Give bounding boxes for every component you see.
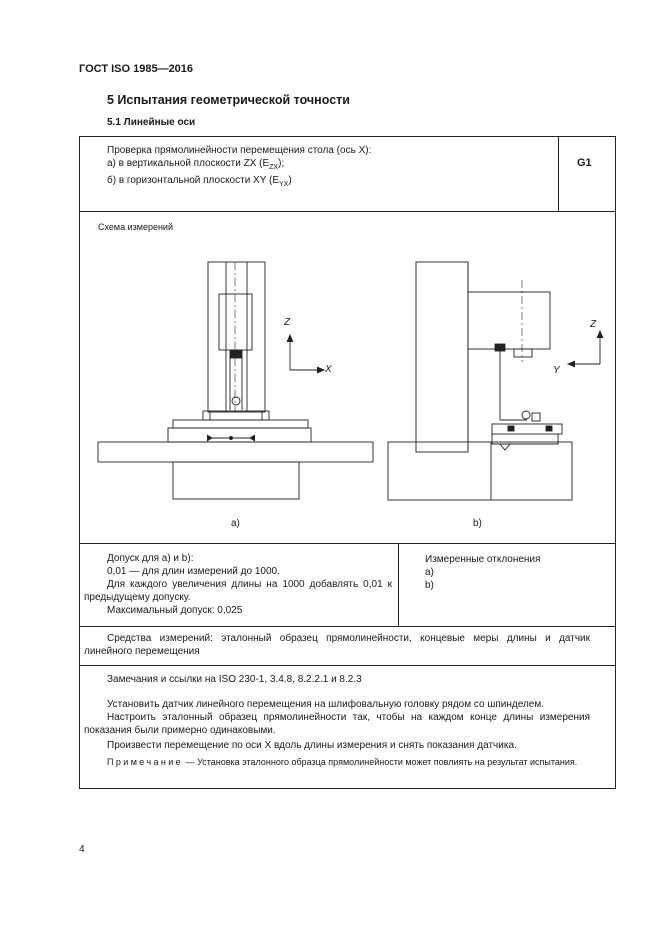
note-text: — Установка эталонного образца прямолинейности может повлиять на результат испытания. (183, 757, 578, 767)
diagram-caption: Схема измерений (98, 222, 173, 232)
row-divider (79, 626, 616, 627)
diagram-label-b: b) (473, 518, 482, 529)
measured-deviations (425, 553, 540, 592)
note-label: Примечание (107, 757, 184, 767)
tolerance-block (84, 552, 392, 617)
tolerance-line: Максимальный допуск: 0,025 (107, 605, 243, 616)
measured-b: b) (425, 580, 434, 591)
axes-a (287, 335, 324, 373)
notes-block (84, 673, 590, 768)
check-a: а) в вертикальной плоскости ZX $(E_{ZX})$; (107, 158, 285, 171)
check-b: б) в горизонтальной плоскости XY $(E_{YX})$ (107, 175, 292, 188)
machine-front-view (98, 262, 373, 499)
standard-header: ГОСТ ISO 1985—2016 (79, 63, 194, 75)
notes-paragraph: Настроить эталонный образец прямолинейности так, чтобы на каждом конце длины измерения показания были примерно одинаковыми. (84, 712, 590, 736)
note (84, 756, 590, 768)
instruments-text: Средства измерений: эталонный образец прямолинейности, концевые меры длины и датчик линейного перемещения (84, 633, 590, 657)
axis-x-label-a: X (325, 364, 332, 375)
page-number: 4 (79, 844, 85, 855)
measured-a: а) (425, 567, 434, 578)
tolerance-line: 0,01 — для длин измерений до 1000. (107, 566, 280, 577)
diagram-label-a: а) (231, 518, 240, 529)
notes-paragraph: Установить датчик линейного перемещения на шлифовальную головку рядом со шпинделем. (107, 699, 545, 710)
axis-z-label-b: Z (590, 319, 597, 330)
tolerance-line: Допуск для а) и b): (107, 553, 194, 564)
axis-y-label-b: Y (553, 365, 560, 376)
measurement-diagram (80, 212, 615, 542)
check-title: Проверка прямолинейности перемещения стола (ось X): (107, 145, 372, 156)
section-title: 5 Испытания геометрической точности (107, 93, 350, 107)
subsection-title: 5.1 Линейные оси (107, 117, 196, 128)
code-cell-divider (558, 136, 559, 212)
notes-refs: Замечания и ссылки на ISO 230-1, 3.4.8, 8.2.2.1 и 8.2.3 (107, 674, 362, 685)
row-divider (79, 543, 616, 544)
tolerance-line: Для каждого увеличения длины на 1000 добавлять 0,01 к предыдущему допуску. (84, 579, 392, 603)
check-description (107, 144, 547, 191)
test-code: G1 (577, 157, 592, 169)
notes-paragraph: Произвести перемещение по оси X вдоль длины измерения и снять показания датчика. (107, 740, 517, 751)
row-divider (79, 665, 616, 666)
measured-title: Измеренные отклонения (425, 554, 541, 565)
machine-side-view (388, 262, 572, 500)
axis-z-label-a: Z (284, 317, 291, 328)
tolerance-divider (398, 543, 399, 626)
axes-b (568, 331, 603, 367)
